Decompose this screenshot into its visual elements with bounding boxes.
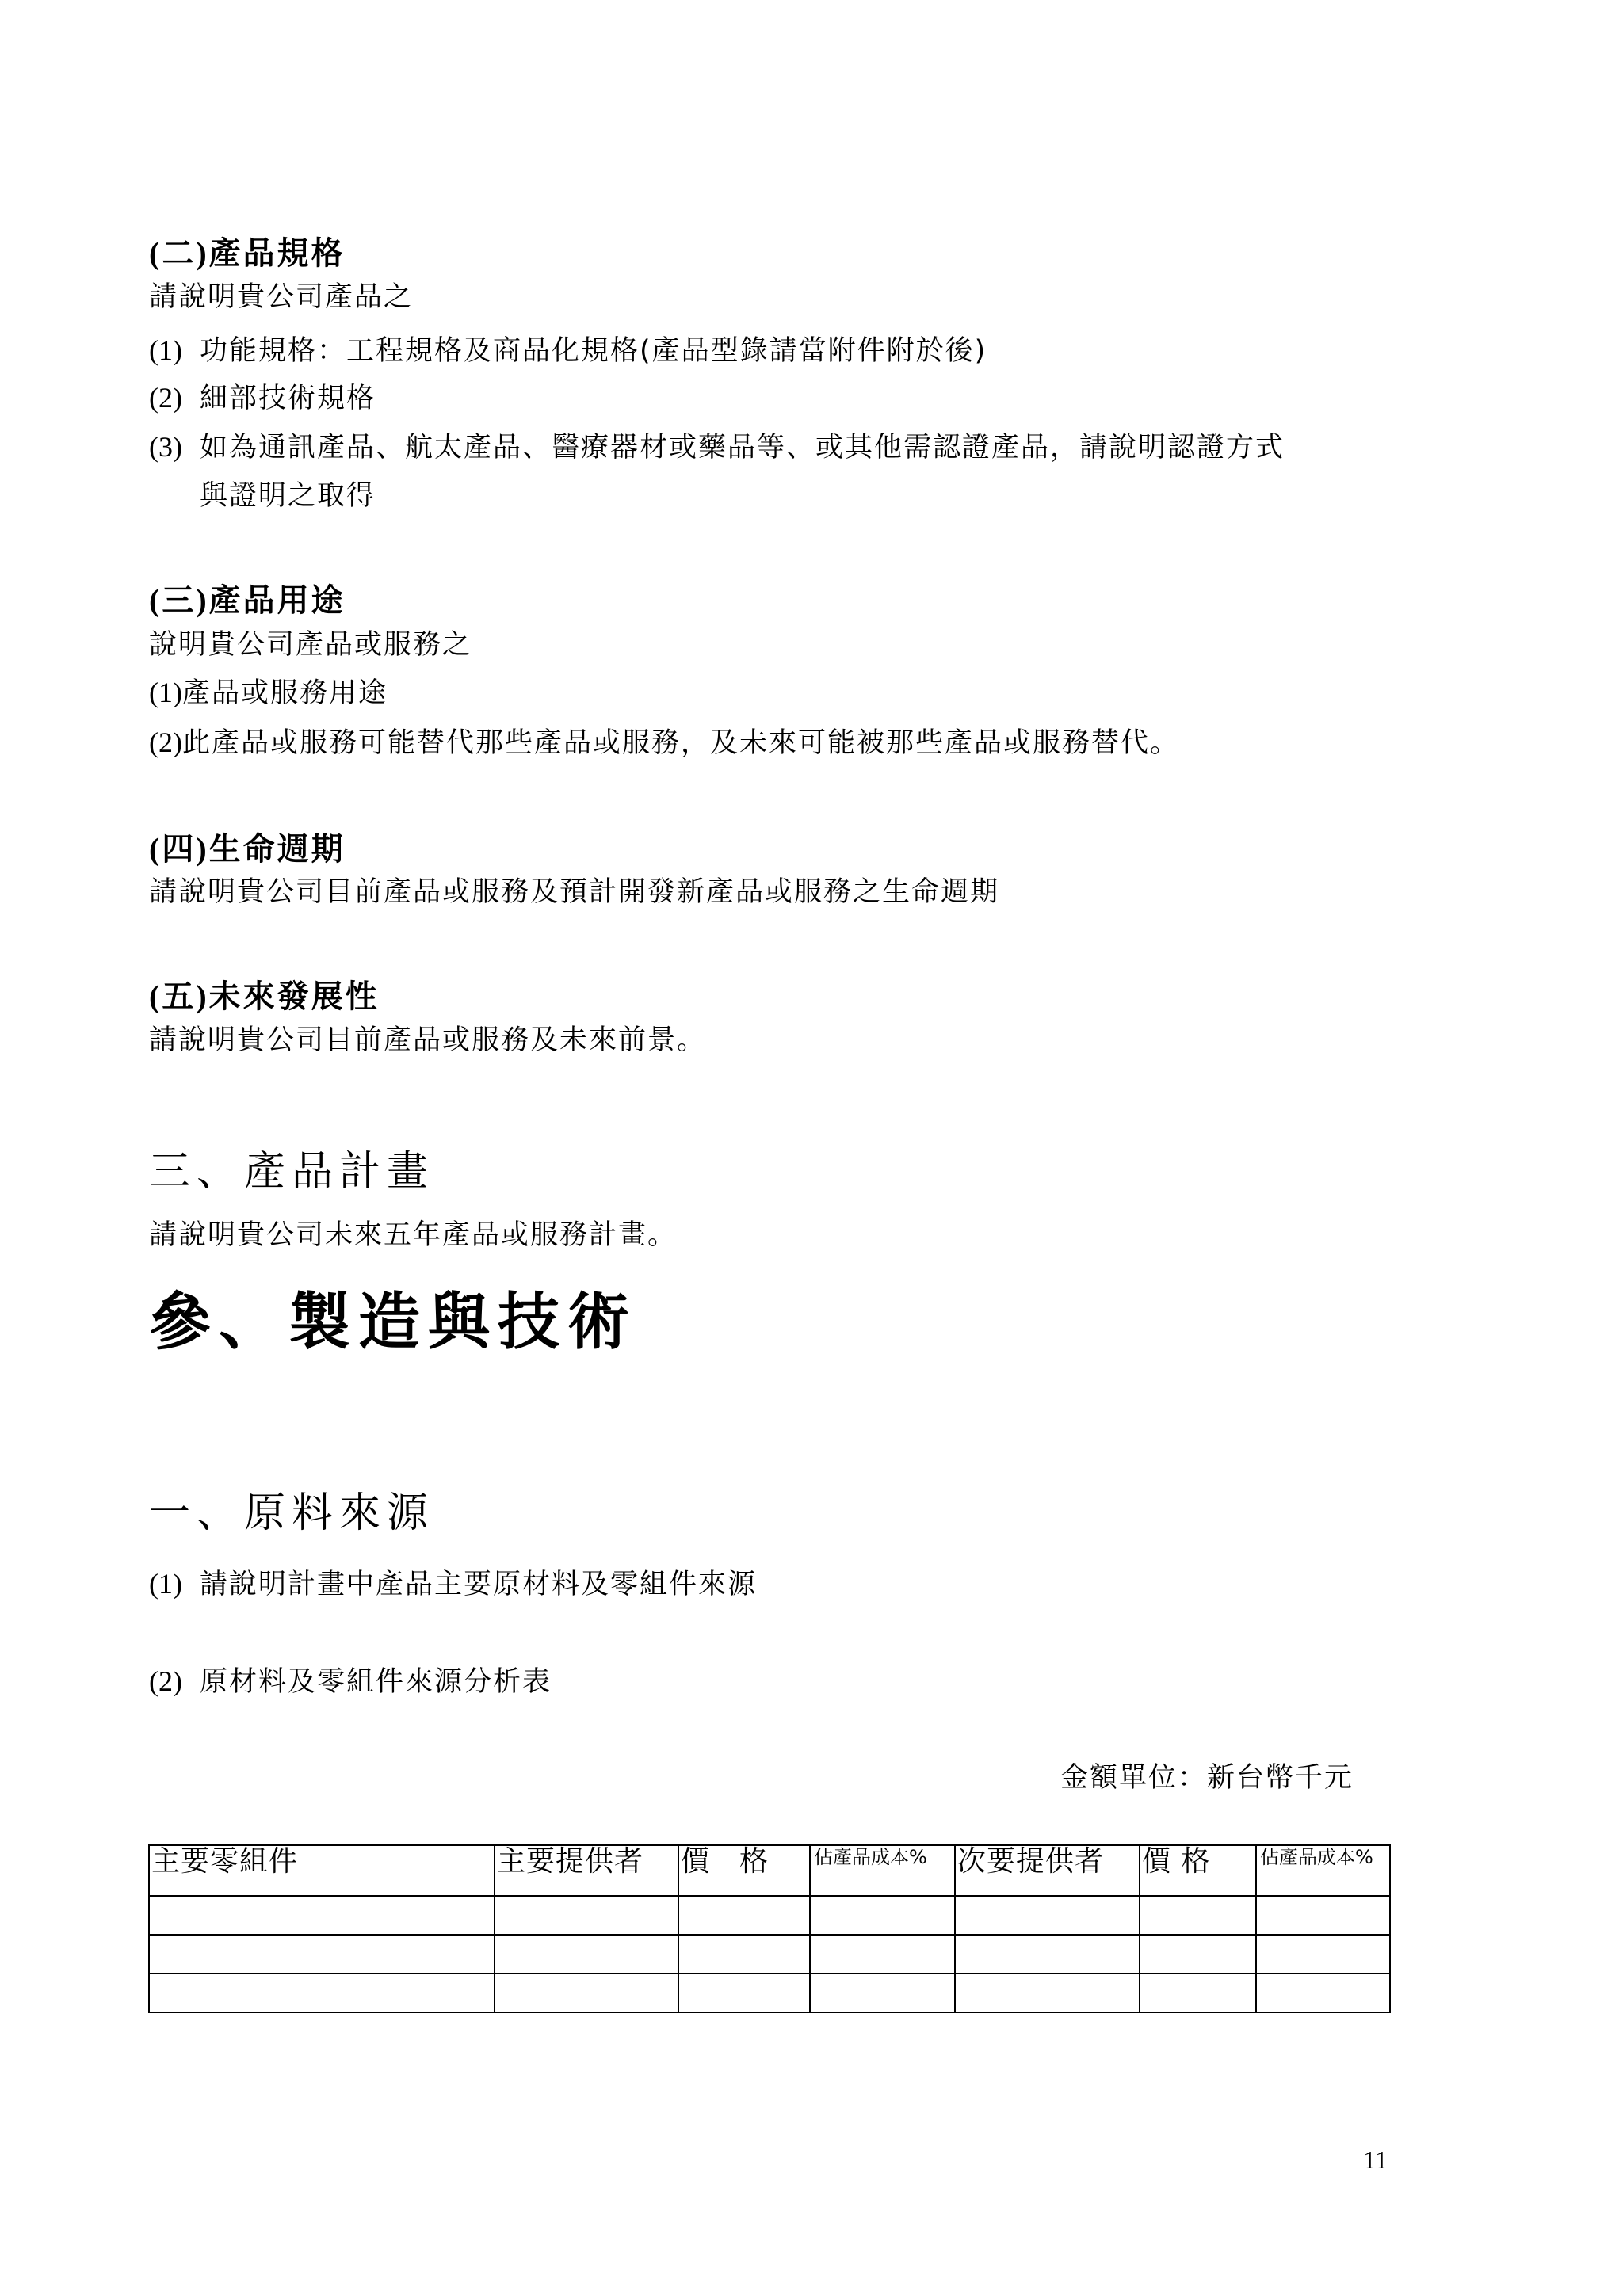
table-header-cell: 次要提供者 — [955, 1845, 1140, 1896]
section-life-intro: 請說明貴公司目前產品或服務及預計開發新產品或服務之生命週期 — [149, 876, 1000, 908]
table-header-cell: 價 格 — [1140, 1845, 1256, 1896]
table-header-cell: 主要提供者 — [495, 1845, 678, 1896]
table-cell[interactable] — [810, 1974, 955, 2012]
table-cell[interactable] — [1140, 1935, 1256, 1974]
table-cell[interactable] — [955, 1935, 1140, 1974]
section-life-title: (四)生命週期 — [149, 831, 346, 868]
table-cell[interactable] — [149, 1935, 495, 1974]
table-cell[interactable] — [678, 1935, 810, 1974]
section-future-intro: 請說明貴公司目前產品或服務及未來前景。 — [149, 1024, 707, 1056]
table-cell[interactable] — [495, 1896, 678, 1935]
spec-item-3-continuation: 與證明之取得 — [200, 480, 376, 512]
plan-text: 請說明貴公司未來五年產品或服務計畫。 — [149, 1219, 678, 1251]
plan-heading: 三、產品計畫 — [149, 1148, 435, 1196]
materials-item-1: (1) 請說明計畫中產品主要原材料及零組件來源 — [149, 1568, 758, 1600]
section-use-title: (三)產品用途 — [149, 582, 346, 619]
table-header-cell: 主要零組件 — [149, 1845, 495, 1896]
table-header-cell: 佔產品成本% — [810, 1845, 955, 1896]
chapter-heading: 參、製造與技術 — [149, 1287, 638, 1358]
table-header-cell: 佔產品成本% — [1256, 1845, 1390, 1896]
table-cell[interactable] — [495, 1974, 678, 2012]
table-cell[interactable] — [149, 1896, 495, 1935]
table-header-cell: 價 格 — [678, 1845, 810, 1896]
table-cell[interactable] — [810, 1935, 955, 1974]
materials-item-2: (2) 原材料及零組件來源分析表 — [149, 1665, 552, 1698]
spec-item-2: (2) 細部技術規格 — [149, 382, 376, 414]
table-cell[interactable] — [1140, 1896, 1256, 1935]
table-cell[interactable] — [955, 1896, 1140, 1935]
table-row — [149, 1974, 1390, 2012]
table-cell[interactable] — [1140, 1974, 1256, 2012]
table-cell[interactable] — [1256, 1896, 1390, 1935]
spec-item-1: (1) 功能規格：工程規格及商品化規格(產品型錄請當附件附於後) — [149, 334, 987, 367]
section-use-intro: 說明貴公司產品或服務之 — [149, 629, 472, 661]
spec-item-3: (3) 如為通訊產品、航太產品、醫療器材或藥品等、或其他需認證產品，請說明認證方式 — [149, 431, 1285, 463]
table-cell[interactable] — [955, 1974, 1140, 2012]
materials-heading: 一、原料來源 — [149, 1489, 435, 1537]
materials-source-table — [148, 1844, 1391, 2013]
table-cell[interactable] — [1256, 1935, 1390, 1974]
table-cell[interactable] — [495, 1935, 678, 1974]
page-number: 11 — [1363, 2145, 1388, 2174]
section-spec-title — [149, 228, 346, 273]
table-row — [149, 1896, 1390, 1935]
table-cell[interactable] — [149, 1974, 495, 2012]
amount-unit: 金額單位：新台幣千元 — [1060, 1762, 1354, 1794]
table-cell[interactable] — [810, 1896, 955, 1935]
section-spec-intro: 請說明貴公司產品之 — [149, 281, 414, 313]
table-cell[interactable] — [678, 1974, 810, 2012]
section-spec-number: (二) — [149, 235, 209, 271]
section-spec-label: 產品規格 — [208, 235, 346, 272]
use-item-2: (2)此產品或服務可能替代那些產品或服務，及未來可能被那些產品或服務替代。 — [149, 727, 1179, 759]
table-cell[interactable] — [678, 1896, 810, 1935]
table-header-row — [149, 1845, 1390, 1896]
section-future-title: (五)未來發展性 — [149, 978, 380, 1015]
use-item-1: (1)產品或服務用途 — [149, 677, 388, 709]
table-row — [149, 1935, 1390, 1974]
table-cell[interactable] — [1256, 1974, 1390, 2012]
